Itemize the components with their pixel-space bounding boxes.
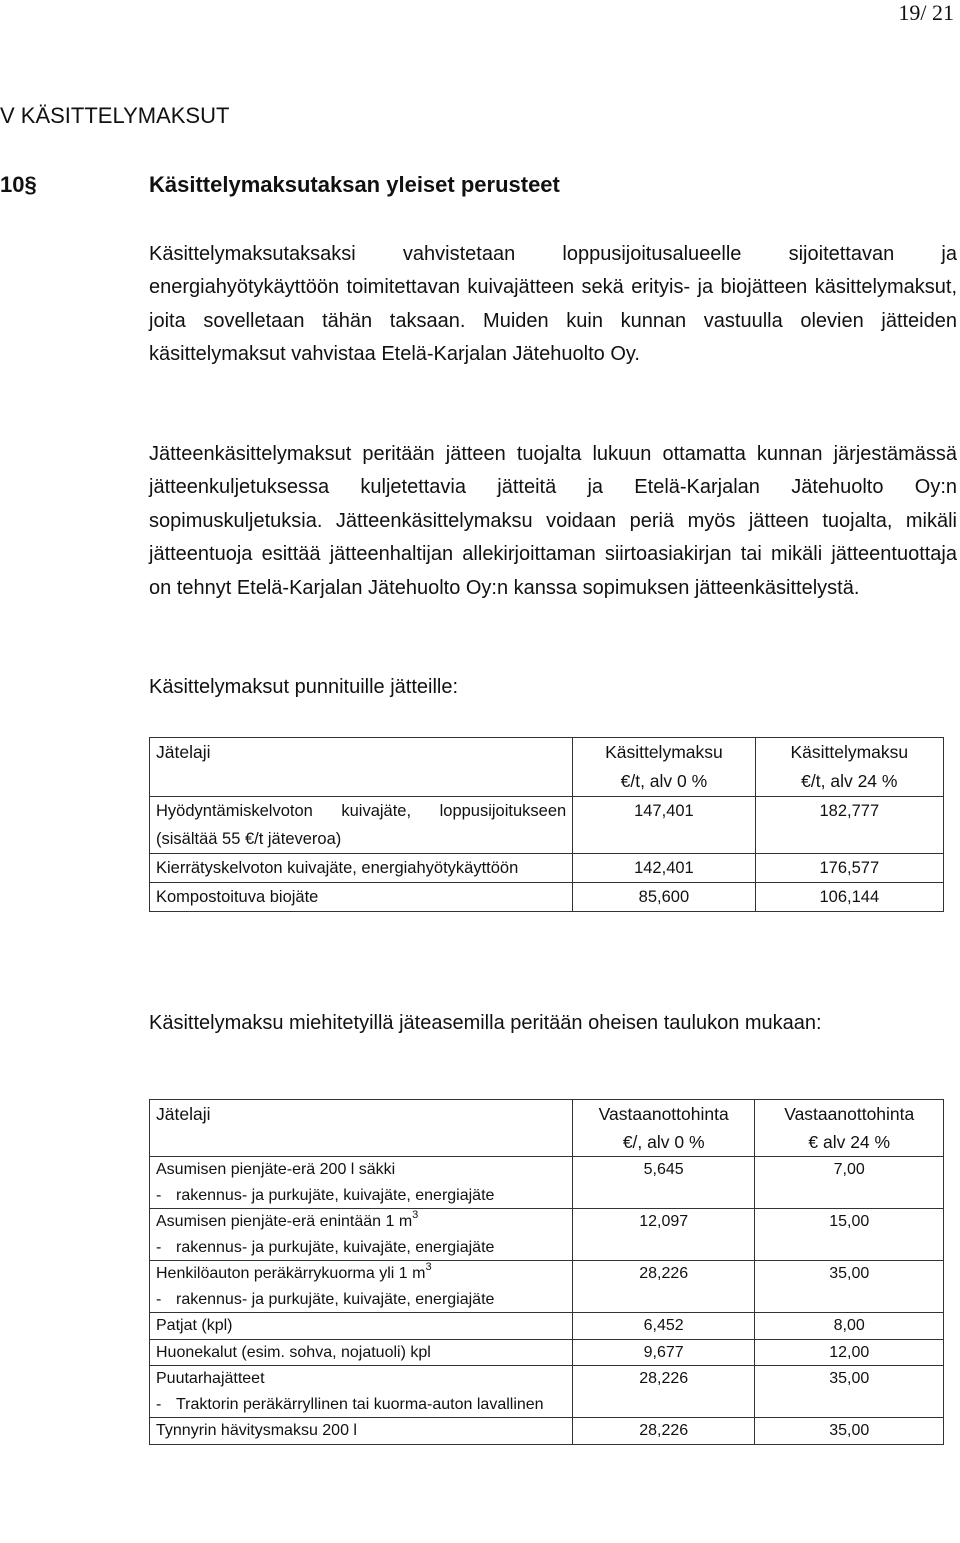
header-waste-type: Jätelaji: [150, 738, 573, 797]
row-label-text: Kierrätyskelvoton kuivajäte, energiahyötykäyttöön: [156, 859, 519, 877]
row-label: [150, 854, 573, 883]
table-row: [150, 1261, 944, 1313]
sub-item-text: rakennus- ja purkujäte, kuivajäte, energiajäte: [176, 1290, 495, 1308]
row-fee-alv0: 85,600: [573, 883, 755, 912]
sub-item-text: Traktorin peräkärryllinen tai kuorma-auton lavallinen: [176, 1395, 544, 1413]
row-label-text: Puutarhajätteet: [156, 1370, 265, 1387]
header-fee-alv0: [573, 738, 755, 797]
page-number: 19/ 21: [898, 0, 954, 25]
row-label: [150, 1157, 573, 1209]
header-price-alv24: [755, 1100, 944, 1157]
section-sign: §: [24, 172, 37, 197]
section-number-value: 10: [0, 172, 25, 197]
row-price-alv0: 28,226: [572, 1418, 755, 1445]
row-sub-item: [156, 1183, 566, 1209]
row-label: [150, 1209, 573, 1261]
row-price-alv0: 28,226: [572, 1366, 755, 1418]
chapter-heading: V KÄSITTELYMAKSUT: [0, 103, 230, 128]
table-row: [150, 883, 944, 912]
header-price-alv24-line2: € alv 24 %: [808, 1132, 891, 1152]
header-price-alv0-line2: €/, alv 0 %: [622, 1132, 705, 1152]
row-label-text: Asumisen pienjäte-erä enintään 1 m: [156, 1213, 413, 1230]
row-price-alv0: 6,452: [572, 1313, 755, 1340]
row-price-alv24: 35,00: [755, 1366, 944, 1418]
paragraph-1: Käsittelymaksutaksaksi vahvistetaan loppusijoitusalueelle sijoitettavan ja energiahyötykäyttöön toimitettavan kuivajätteen sekä erityis- ja biojätteen käsittelymaksut, joita sovelletaan tähän taksaan. Muiden kuin kunnan vastuulla olevien jätteiden käsittelymaksut vahvistaa Etelä-Karjalan Jätehuolto Oy.: [149, 243, 957, 366]
row-price-alv0: 5,645: [572, 1157, 755, 1209]
section-number: [0, 172, 37, 198]
sub-item-dash: -: [156, 1290, 162, 1308]
row-price-alv24: 15,00: [755, 1209, 944, 1261]
row-price-alv24: 12,00: [755, 1339, 944, 1366]
row-label: Kompostoituva biojäte: [150, 883, 573, 912]
table-row: [150, 1157, 944, 1209]
row-sub-item: [156, 1287, 566, 1313]
waste-station-fee-table: [149, 1099, 944, 1445]
row-label: [150, 797, 573, 854]
header-fee-alv0-line1: Käsittelymaksu: [605, 742, 723, 762]
row-fee-alv24: 176,577: [755, 854, 943, 883]
table-row: [150, 1209, 944, 1261]
sub-item-dash: -: [156, 1238, 162, 1256]
table-row: [150, 1366, 944, 1418]
row-fee-alv24: 106,144: [755, 883, 943, 912]
row-sub-item: [156, 1235, 566, 1261]
sub-item-dash: -: [156, 1186, 162, 1204]
sub-item-text: rakennus- ja purkujäte, kuivajäte, energiajäte: [176, 1186, 495, 1204]
superscript-3: 3: [412, 1209, 419, 1221]
header-fee-alv24: [755, 738, 943, 797]
row-label-text: Henkilöauton peräkärrykuorma yli 1 m: [156, 1265, 426, 1282]
header-fee-alv0-line2: €/t, alv 0 %: [620, 771, 708, 791]
row-price-alv0: 9,677: [572, 1339, 755, 1366]
row-label-text: Asumisen pienjäte-erä 200 l säkki: [156, 1161, 396, 1178]
section-title: Käsittelymaksutaksan yleiset perusteet: [149, 172, 560, 197]
superscript-3: 3: [425, 1261, 432, 1273]
weighed-waste-fee-table: [149, 737, 944, 912]
paragraph-2: Jätteenkäsittelymaksut peritään jätteen tuojalta lukuun ottamatta kunnan järjestämässä jätteenkuljetuksessa kuljetettavia jätteitä ja Etelä-Karjalan Jätehuolto Oy:n sopimuskuljetuksia. Jätteenkäsittelymaksu voidaan periä myös jätteen tuojalta, mikäli jätteentuoja esittää jätteenhaltijan allekirjoittaman siirtoasiakirjan tai mikäli jätteentuottaja on tehnyt Etelä-Karjalan Jätehuolto Oy:n kanssa sopimuksen jätteenkäsittelystä.: [149, 443, 957, 599]
sub-item-text: rakennus- ja purkujäte, kuivajäte, energiajäte: [176, 1238, 495, 1256]
row-label: Huonekalut (esim. sohva, nojatuoli) kpl: [150, 1339, 573, 1366]
header-price-alv24-line1: Vastaanottohinta: [784, 1104, 915, 1124]
header-price-alv0-line1: Vastaanottohinta: [598, 1104, 729, 1124]
row-price-alv0: 12,097: [572, 1209, 755, 1261]
table-header-row: [150, 1100, 944, 1157]
table1-caption: Käsittelymaksut punnituille jätteille:: [149, 676, 459, 698]
row-sub-item: [156, 1392, 566, 1418]
row-price-alv24: 35,00: [755, 1418, 944, 1445]
row-price-alv24: 35,00: [755, 1261, 944, 1313]
row-label-text: Hyödyntämiskelvoton kuivajäte, loppusijoitukseen (sisältää 55 €/t jäteveroa): [156, 802, 567, 848]
row-label: [150, 1366, 573, 1418]
row-price-alv24: 7,00: [755, 1157, 944, 1209]
header-fee-alv24-line2: €/t, alv 24 %: [801, 771, 898, 791]
row-price-alv0: 28,226: [572, 1261, 755, 1313]
table-row: [150, 1418, 944, 1445]
row-fee-alv0: 142,401: [573, 854, 755, 883]
table-row: [150, 1313, 944, 1340]
table-row: [150, 797, 944, 854]
header-price-alv0: [572, 1100, 755, 1157]
header-fee-alv24-line1: Käsittelymaksu: [790, 742, 909, 762]
header-waste-type: Jätelaji: [150, 1100, 573, 1157]
row-label: Tynnyrin hävitysmaksu 200 l: [150, 1418, 573, 1445]
row-fee-alv24: 182,777: [755, 797, 943, 854]
row-label: [150, 1261, 573, 1313]
row-price-alv24: 8,00: [755, 1313, 944, 1340]
row-label: Patjat (kpl): [150, 1313, 573, 1340]
table-header-row: [150, 738, 944, 797]
sub-item-dash: -: [156, 1395, 162, 1413]
table-row: [150, 1339, 944, 1366]
row-fee-alv0: 147,401: [573, 797, 755, 854]
table-row: [150, 854, 944, 883]
table2-caption: Käsittelymaksu miehitetyillä jäteasemilla peritään oheisen taulukon mukaan:: [149, 1012, 822, 1034]
